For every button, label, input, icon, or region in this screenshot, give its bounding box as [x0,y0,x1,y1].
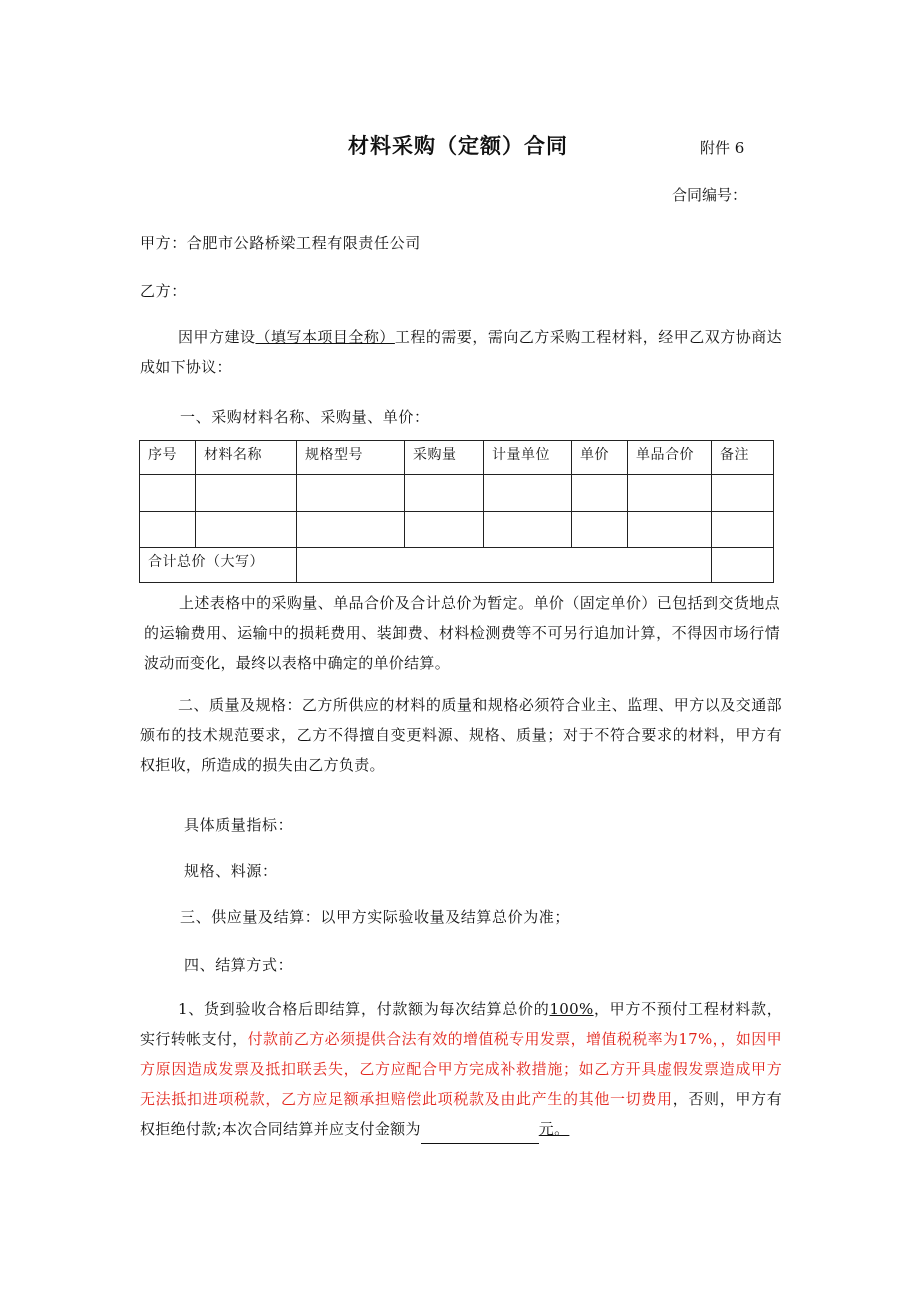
table-cell [712,512,774,548]
table-cell [196,475,297,512]
party-b: 乙方： [140,282,187,300]
materials-table [139,440,774,583]
total-label-cell: 合计总价（大写） [140,548,297,583]
table-cell [297,475,405,512]
party-a: 甲方：合肥市公路桥梁工程有限责任公司 [140,234,421,252]
section4-paragraph [140,994,782,1144]
table-cell [140,512,196,548]
total-value-cell [297,548,712,583]
table-cell [572,475,628,512]
intro-post: 工程的需要，需向乙方采购工程材料，经甲乙双方协商达成如下协议： [140,328,782,376]
table-cell [297,512,405,548]
section2-paragraph: 二、质量及规格：乙方所供应的材料的质量和规格必须符合业主、监理、甲方以及交通部颁布的技术规范要求，乙方不得擅自变更料源、规格、质量；对于不符合要求的材料，甲方有权拒收，所造成的损失由乙方负责。 [140,696,782,774]
invoice-requirement-red: 付款前乙方必须提供合法有效的增值税专用发票，增值税税率为17%，，如因甲方原因造成发票及抵扣联丢失，乙方应配合甲方完成补救措施；如乙方开具虚假发票造成甲方无法抵扣进项税款，乙方应足额承担赔偿此项税款及由此产生的其他一切费用 [140,1030,782,1108]
spec-source-label: 规格、料源： [184,862,278,880]
quality-indicator-label: 具体质量指标： [184,816,294,834]
table-cell [196,512,297,548]
section3-paragraph: 三、供应量及结算：以甲方实际验收量及结算总价为准； [180,908,571,926]
amount-unit: 元。 [538,1120,570,1138]
table-cell [628,475,712,512]
table-cell [140,475,196,512]
table-row [140,512,774,548]
header-cell: 规格型号 [297,441,405,475]
table-cell [405,475,484,512]
payment-text-a: 1、货到验收合格后即结算，付款额为每次结算总价的 [178,1000,550,1018]
page-title: 材料采购（定额）合同 [348,133,568,158]
payment-percent: 100% [549,1000,594,1018]
amount-blank [421,1125,539,1144]
header-cell: 备注 [712,441,774,475]
table-row [140,475,774,512]
project-name-fill: （填写本项目全称） [255,328,395,346]
intro-pre: 因甲方建设 [178,328,256,346]
section1-heading: 一、采购材料名称、采购量、单价： [180,408,430,426]
attachment-label: 附件 6 [700,139,745,157]
header-cell: 序号 [140,441,196,475]
table-cell [484,512,572,548]
table-cell [628,512,712,548]
header-cell: 计量单位 [484,441,572,475]
intro-paragraph [140,322,782,382]
table-cell [712,475,774,512]
contract-number-label: 合同编号： [672,186,748,204]
header-cell: 单价 [572,441,628,475]
payment-text-c: ，否则，甲方有权拒绝付款;本次合同结算并应支付金额为 [140,1090,782,1138]
table-total-row [140,548,774,583]
section4-heading: 四、结算方式： [184,956,294,974]
section1-note: 上述表格中的采购量、单品合价及合计总价为暂定。单价（固定单价）已包括到交货地点的运输费用、运输中的损耗费用、装卸费、材料检测费等不可另行追加计算，不得因市场行情波动而变化，最终以表格中确定的单价结算。 [144,594,780,672]
header-cell: 采购量 [405,441,484,475]
header-cell: 材料名称 [196,441,297,475]
payment-text-b: ，甲方不预付工程材料款，实行转帐支付， [140,1000,782,1048]
table-cell [572,512,628,548]
table-cell [484,475,572,512]
table-cell [712,548,774,583]
header-cell: 单品合价 [628,441,712,475]
table-cell [405,512,484,548]
table-header-row [140,441,774,475]
